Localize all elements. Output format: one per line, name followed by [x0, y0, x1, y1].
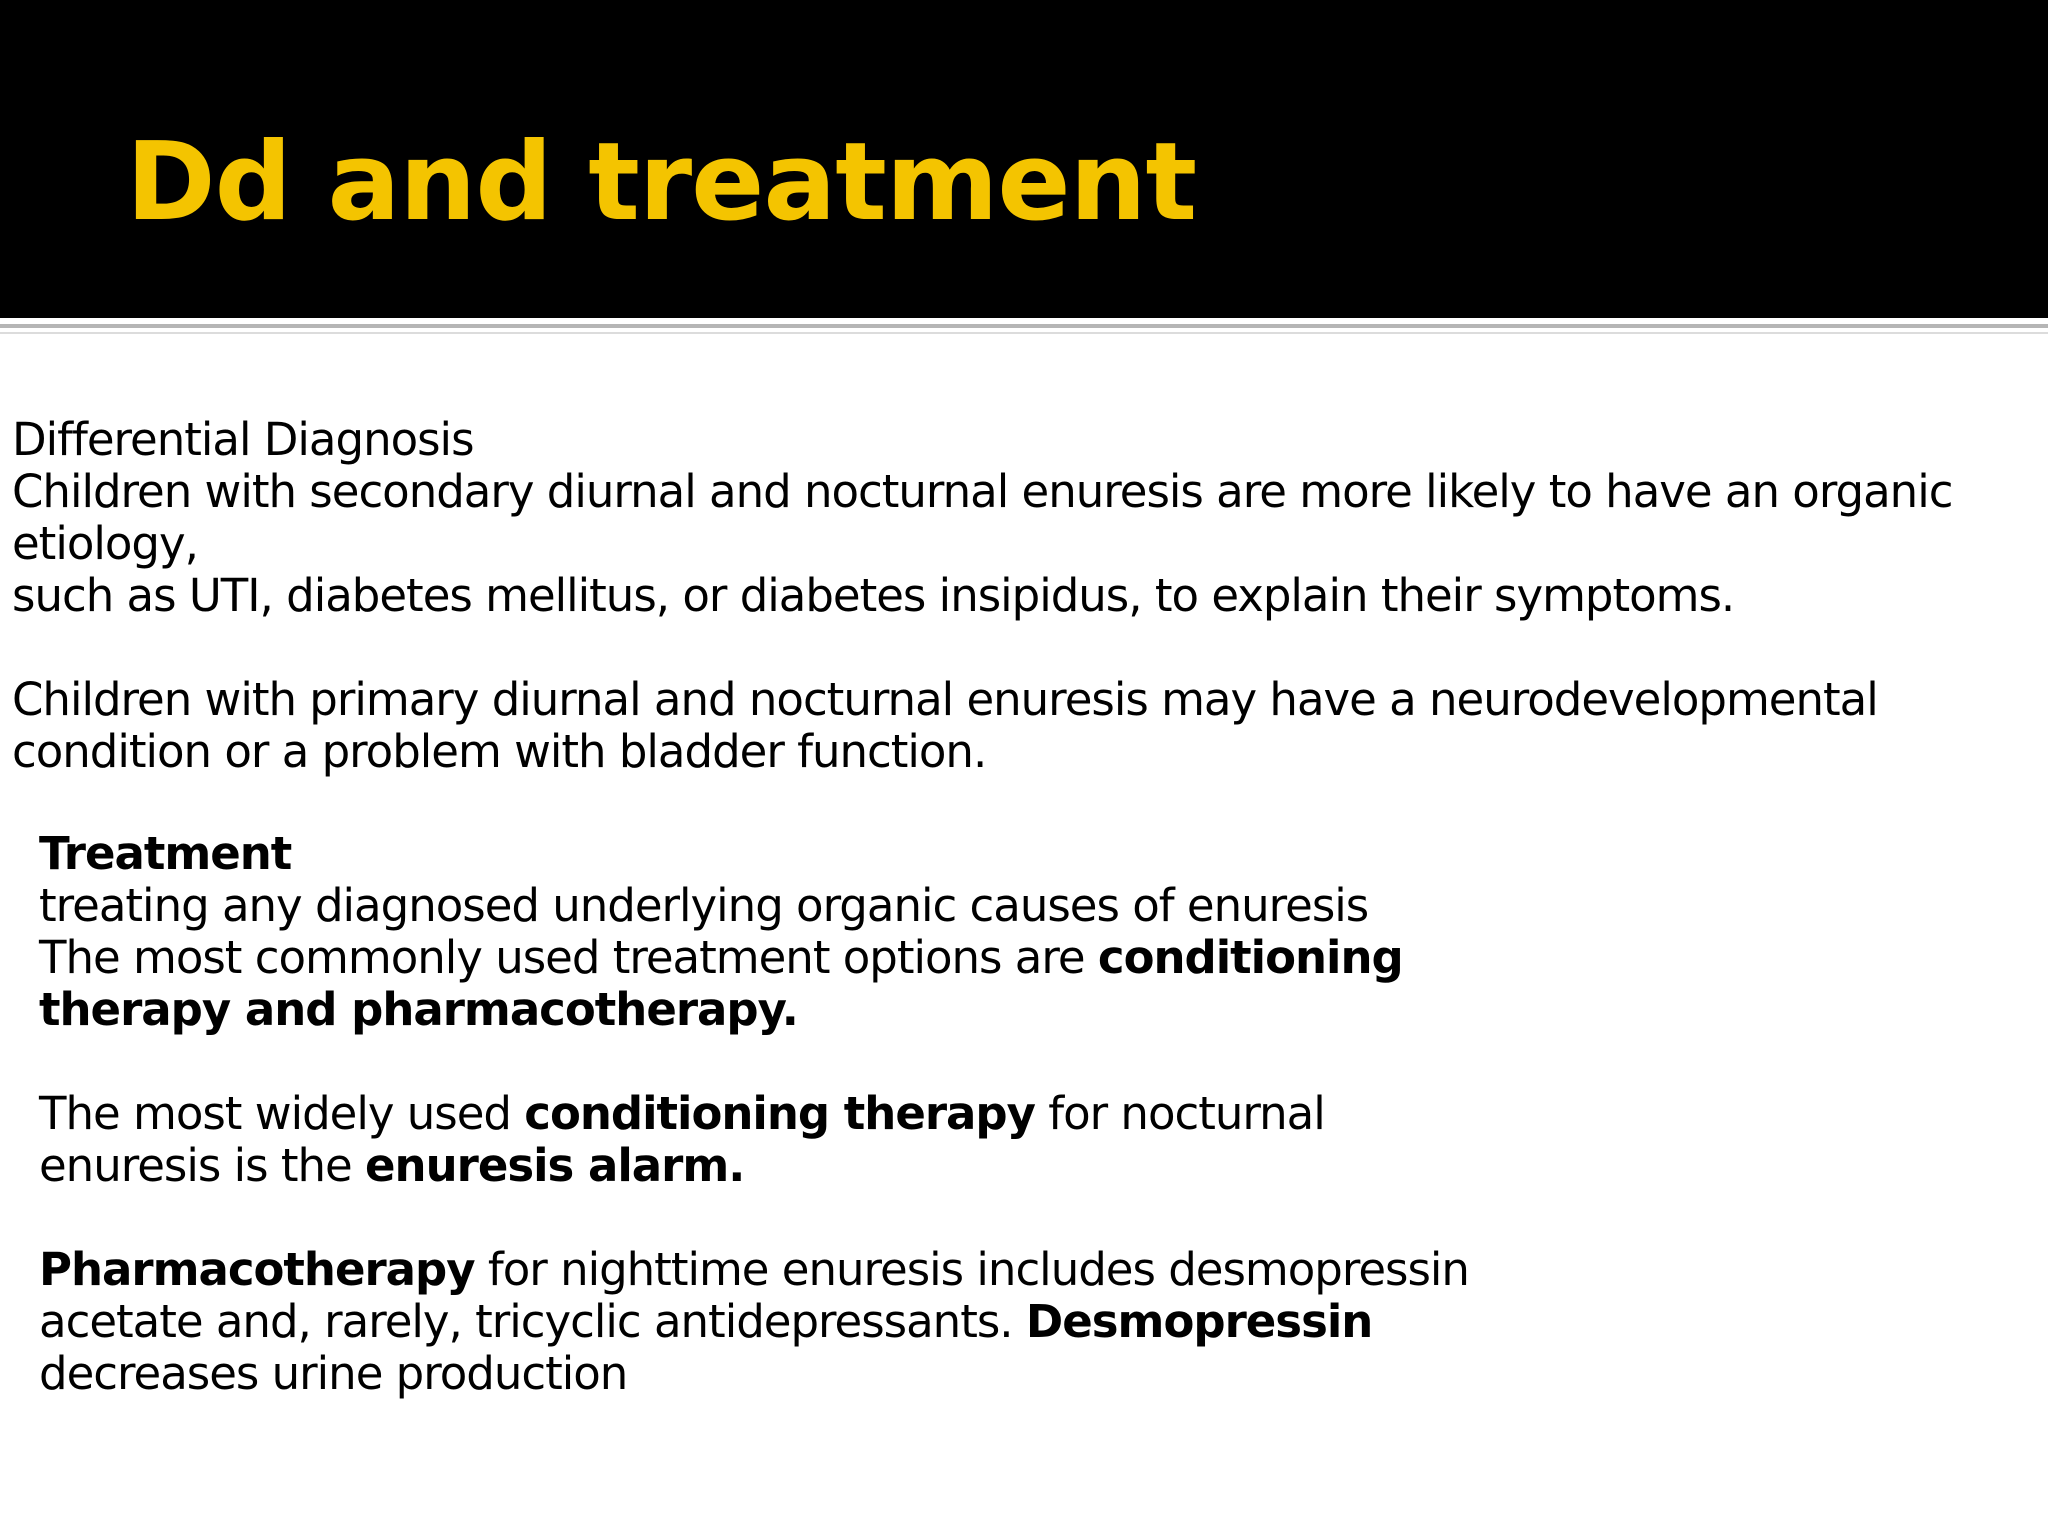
- treatment-line-5-emphasis: enuresis alarm.: [365, 1139, 745, 1192]
- header-divider-secondary: [0, 332, 2048, 334]
- treatment-line-7-text: acetate and, rarely, tricyclic antidepressants.: [39, 1295, 1026, 1348]
- differential-p2-line-2: condition or a problem with bladder function.: [12, 725, 987, 778]
- header-divider: [0, 324, 2048, 328]
- differential-p1-line-2: etiology,: [12, 517, 198, 570]
- paragraph-gap: [12, 622, 1952, 674]
- treatment-line-7-emphasis: Desmopressin: [1025, 1295, 1373, 1348]
- treatment-line-6-emphasis: Pharmacotherapy: [39, 1243, 475, 1296]
- treatment-line-2-emphasis: conditioning: [1097, 931, 1403, 984]
- paragraph-gap: [39, 1192, 1469, 1244]
- treatment-line-6: [39, 1244, 1469, 1296]
- treatment-line-4-tail: for nocturnal: [1034, 1087, 1325, 1140]
- treatment-line-4: [39, 1088, 1469, 1140]
- differential-diagnosis-section: [12, 414, 1952, 778]
- slide-header: [0, 0, 2048, 318]
- treatment-line-3-emphasis: therapy and pharmacotherapy.: [39, 983, 798, 1036]
- paragraph-gap: [39, 1036, 1469, 1088]
- treatment-line-4-text: The most widely used: [39, 1087, 525, 1140]
- differential-heading: Differential Diagnosis: [12, 413, 474, 466]
- treatment-heading: Treatment: [39, 827, 292, 880]
- treatment-line-3: [39, 984, 1469, 1036]
- treatment-line-4-emphasis: conditioning therapy: [524, 1087, 1035, 1140]
- differential-p1-line-1: Children with secondary diurnal and nocturnal enuresis are more likely to have an organic: [12, 465, 1953, 518]
- treatment-line-7: [39, 1296, 1469, 1348]
- treatment-line-8: decreases urine production: [39, 1347, 628, 1400]
- treatment-line-1: treating any diagnosed underlying organic causes of enuresis: [39, 879, 1369, 932]
- treatment-line-6-tail: for nighttime enuresis includes desmopressin: [474, 1243, 1469, 1296]
- treatment-heading-line: [39, 828, 1469, 880]
- differential-p2-line-1: Children with primary diurnal and nocturnal enuresis may have a neurodevelopmental: [12, 673, 1878, 726]
- slide-title: Dd and treatment: [126, 120, 1197, 245]
- differential-p1-line-3: such as UTI, diabetes mellitus, or diabetes insipidus, to explain their symptoms.: [12, 569, 1735, 622]
- treatment-section: [39, 828, 1469, 1400]
- treatment-line-2-text: The most commonly used treatment options are: [39, 931, 1098, 984]
- treatment-line-5: [39, 1140, 1469, 1192]
- treatment-line-2: [39, 932, 1469, 984]
- treatment-line-5-text: enuresis is the: [39, 1139, 366, 1192]
